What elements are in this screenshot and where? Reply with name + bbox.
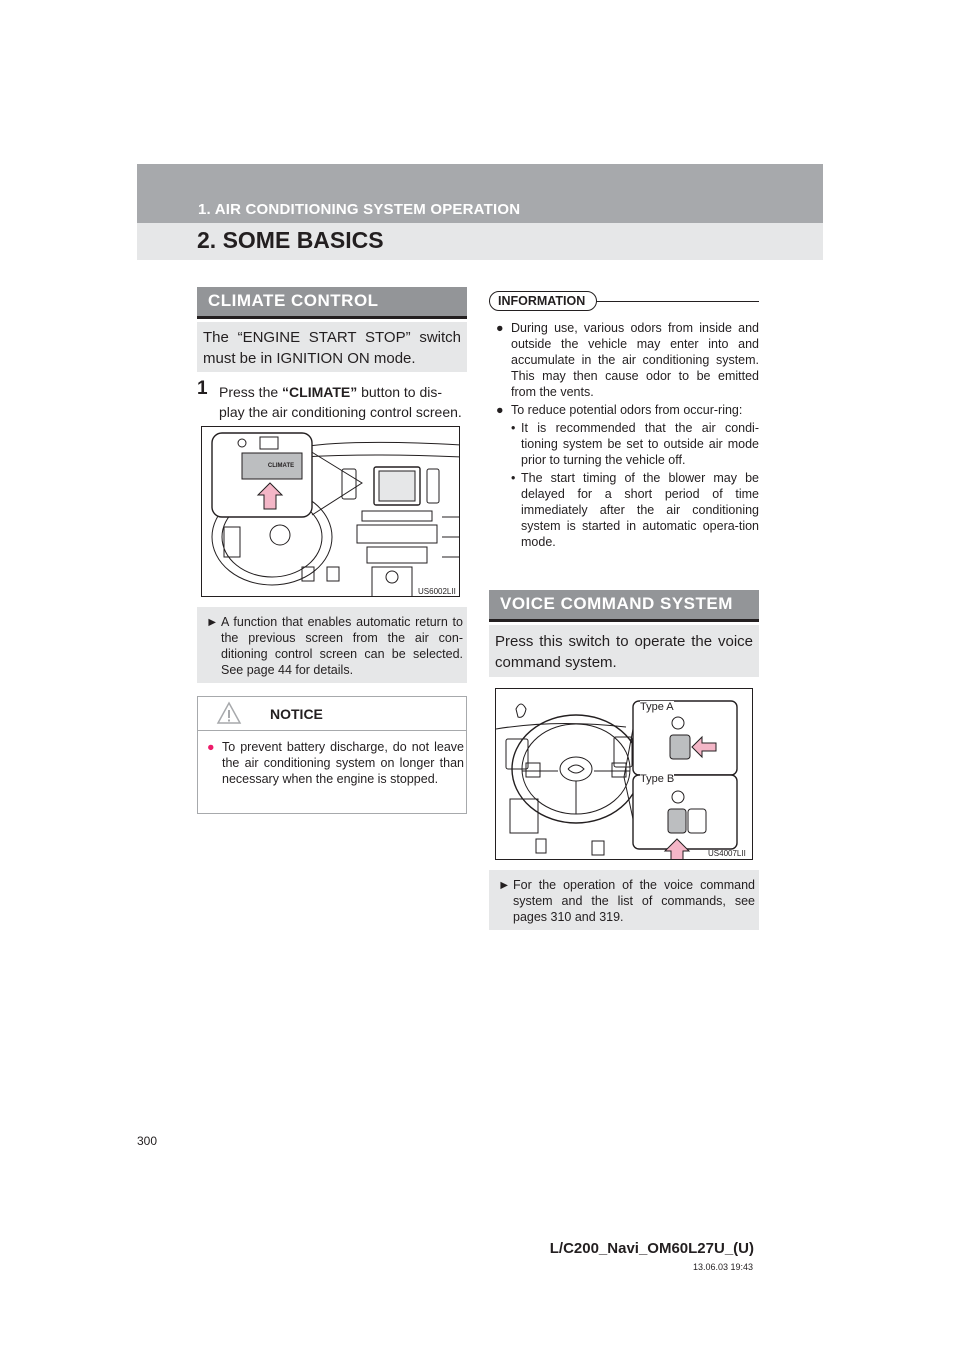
climate-button-label: CLIMATE: [267, 463, 295, 469]
climate-lead-text: The “ENGINE START STOP” switch must be in IGNITION ON mode.: [203, 329, 461, 367]
type-a-label: Type A: [640, 701, 674, 713]
climate-figure: [201, 426, 460, 597]
climate-note-box: [197, 607, 467, 683]
notice-box: [197, 696, 467, 814]
list-item: • It is recommended that the air condi-tioning system be set to outside air mode prior to turning the vehicle off.: [511, 421, 759, 467]
arrow-bullet-icon: ►: [206, 615, 219, 629]
information-list: [489, 320, 759, 550]
step-1: 1 Press the “CLIMATE” button to dis- play the air conditioning control screen.: [197, 378, 462, 420]
steering-wheel-illustration: [496, 689, 753, 860]
voice-note: For the operation of the voice command system and the list of commands, see pages 310 and 319.: [513, 878, 755, 924]
notice-text: To prevent battery discharge, do not leave the air conditioning system on longer than necessary when the engine is stopped.: [222, 740, 464, 786]
list-item: • The start timing of the blower may be delayed for a short period of time immediately after the air conditioning system is started in automatic opera-tion mode.: [511, 471, 759, 549]
climate-lead-box: [197, 322, 467, 372]
page-title-bar: [137, 223, 823, 260]
document-timestamp: 13.06.03 19:43: [692, 1262, 753, 1272]
circle-bullet-icon: ●: [496, 403, 504, 417]
circle-bullet-icon: ●: [496, 321, 504, 335]
climate-note: A function that enables automatic return to the previous screen from the air con-ditioning control screen can be selected. See page 44 for details.: [221, 615, 463, 677]
information-tab: INFORMATION: [489, 291, 597, 311]
section-header: [137, 164, 823, 223]
step-number: 1: [197, 378, 208, 399]
voice-figure: [495, 688, 753, 860]
climate-control-heading: CLIMATE CONTROL: [197, 287, 467, 319]
section-title: 1. AIR CONDITIONING SYSTEM OPERATION: [198, 201, 521, 218]
figure-code: US4007LII: [708, 849, 746, 858]
voice-note-box: [489, 870, 759, 930]
document-code: L/C200_Navi_OM60L27U_(U): [549, 1240, 754, 1257]
voice-lead-box: [489, 625, 759, 677]
climate-button-ref: “CLIMATE”: [282, 384, 358, 400]
circle-bullet-icon: ●: [207, 740, 215, 754]
arrow-bullet-icon: ►: [498, 878, 511, 892]
page-title: 2. SOME BASICS: [197, 227, 384, 253]
page-number: 300: [137, 1134, 158, 1148]
voice-lead-text: Press this switch to operate the voice command system.: [495, 633, 753, 671]
figure-code: US6002LII: [418, 587, 456, 596]
warning-icon: [216, 701, 242, 725]
dashboard-illustration: [202, 427, 460, 597]
notice-title: NOTICE: [270, 706, 323, 722]
list-item: ● During use, various odors from inside and outside the vehicle may enter into and accumulate in the air conditioning system. This may then cause odor to be emitted from the vents.: [496, 321, 759, 399]
list-item: ● To reduce potential odors from occur-ring:: [496, 403, 743, 417]
voice-command-heading: VOICE COMMAND SYSTEM: [489, 590, 759, 622]
type-b-label: Type B: [640, 773, 675, 785]
